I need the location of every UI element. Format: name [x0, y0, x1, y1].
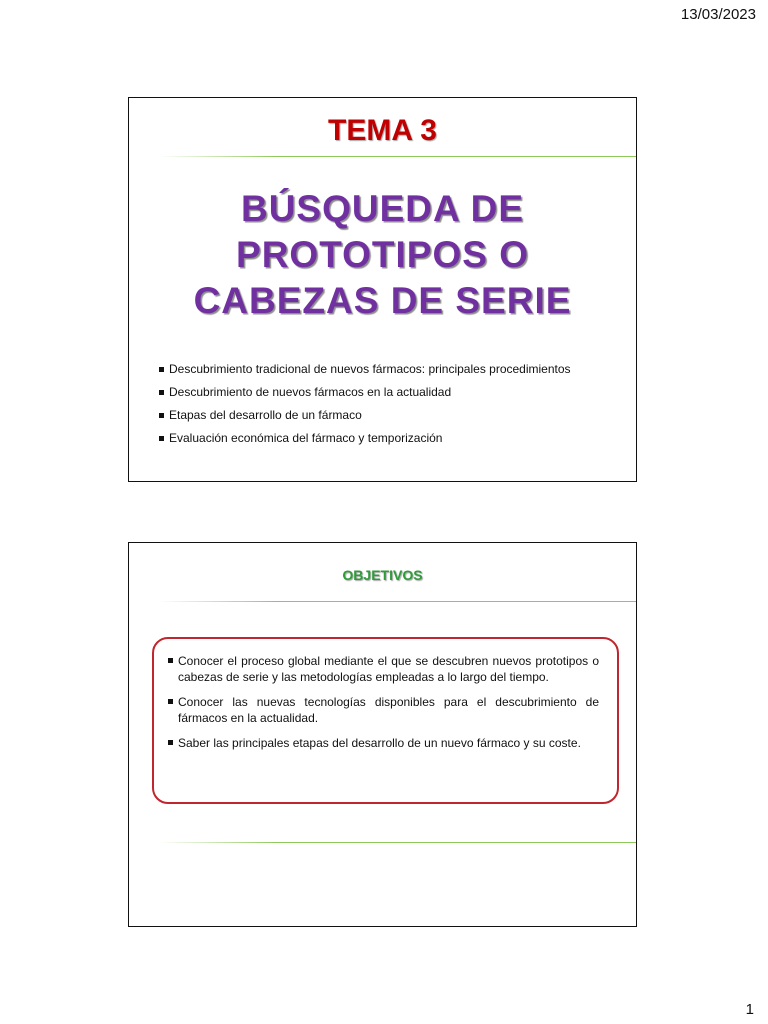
list-item: [159, 362, 626, 377]
list-item-text: Descubrimiento de nuevos fármacos en la actualidad: [169, 385, 452, 399]
list-item-text: Conocer las nuevas tecnologías disponibles para el descubrimiento de fármacos en la actualidad.: [178, 695, 599, 725]
bullet-icon: [159, 413, 164, 418]
list-item-text: Conocer el proceso global mediante el que se descubren nuevos prototipos o cabezas de serie y las metodologías empleadas a lo largo del tiempo.: [178, 654, 599, 684]
divider-line: [159, 156, 636, 157]
list-item: [159, 385, 626, 400]
title-line: CABEZAS DE SERIE: [193, 280, 572, 321]
slide-objectives: [128, 542, 637, 927]
list-item-text: Saber las principales etapas del desarrollo de un nuevo fármaco y su coste.: [178, 736, 581, 750]
bullet-icon: [168, 740, 173, 745]
slide-title: [128, 97, 637, 482]
bullet-icon: [159, 436, 164, 441]
page-number: 1: [745, 1001, 754, 1018]
header-date: 13/03/2023: [680, 6, 756, 23]
objectives-box: [152, 637, 619, 804]
list-item-text: Etapas del desarrollo de un fármaco: [169, 408, 362, 422]
objectives-heading: OBJETIVOS: [342, 567, 423, 583]
bullet-icon: [159, 390, 164, 395]
topics-list: [159, 362, 626, 454]
objectives-list: [168, 653, 599, 751]
list-item: [159, 431, 626, 446]
tema-heading: TEMA 3: [328, 114, 437, 147]
list-item-text: Descubrimiento tradicional de nuevos fármacos: principales procedimientos: [169, 362, 571, 376]
title-line: BÚSQUEDA DE: [240, 188, 525, 229]
list-item: [168, 735, 599, 751]
bullet-icon: [159, 367, 164, 372]
slide-main-title: [129, 186, 636, 324]
divider-line: [159, 842, 636, 843]
list-item-text: Evaluación económica del fármaco y temporización: [169, 431, 443, 445]
list-item: [159, 408, 626, 423]
divider-line: [159, 601, 636, 602]
list-item: [168, 694, 599, 726]
title-line: PROTOTIPOS O: [236, 234, 529, 275]
bullet-icon: [168, 658, 173, 663]
bullet-icon: [168, 699, 173, 704]
list-item: [168, 653, 599, 685]
